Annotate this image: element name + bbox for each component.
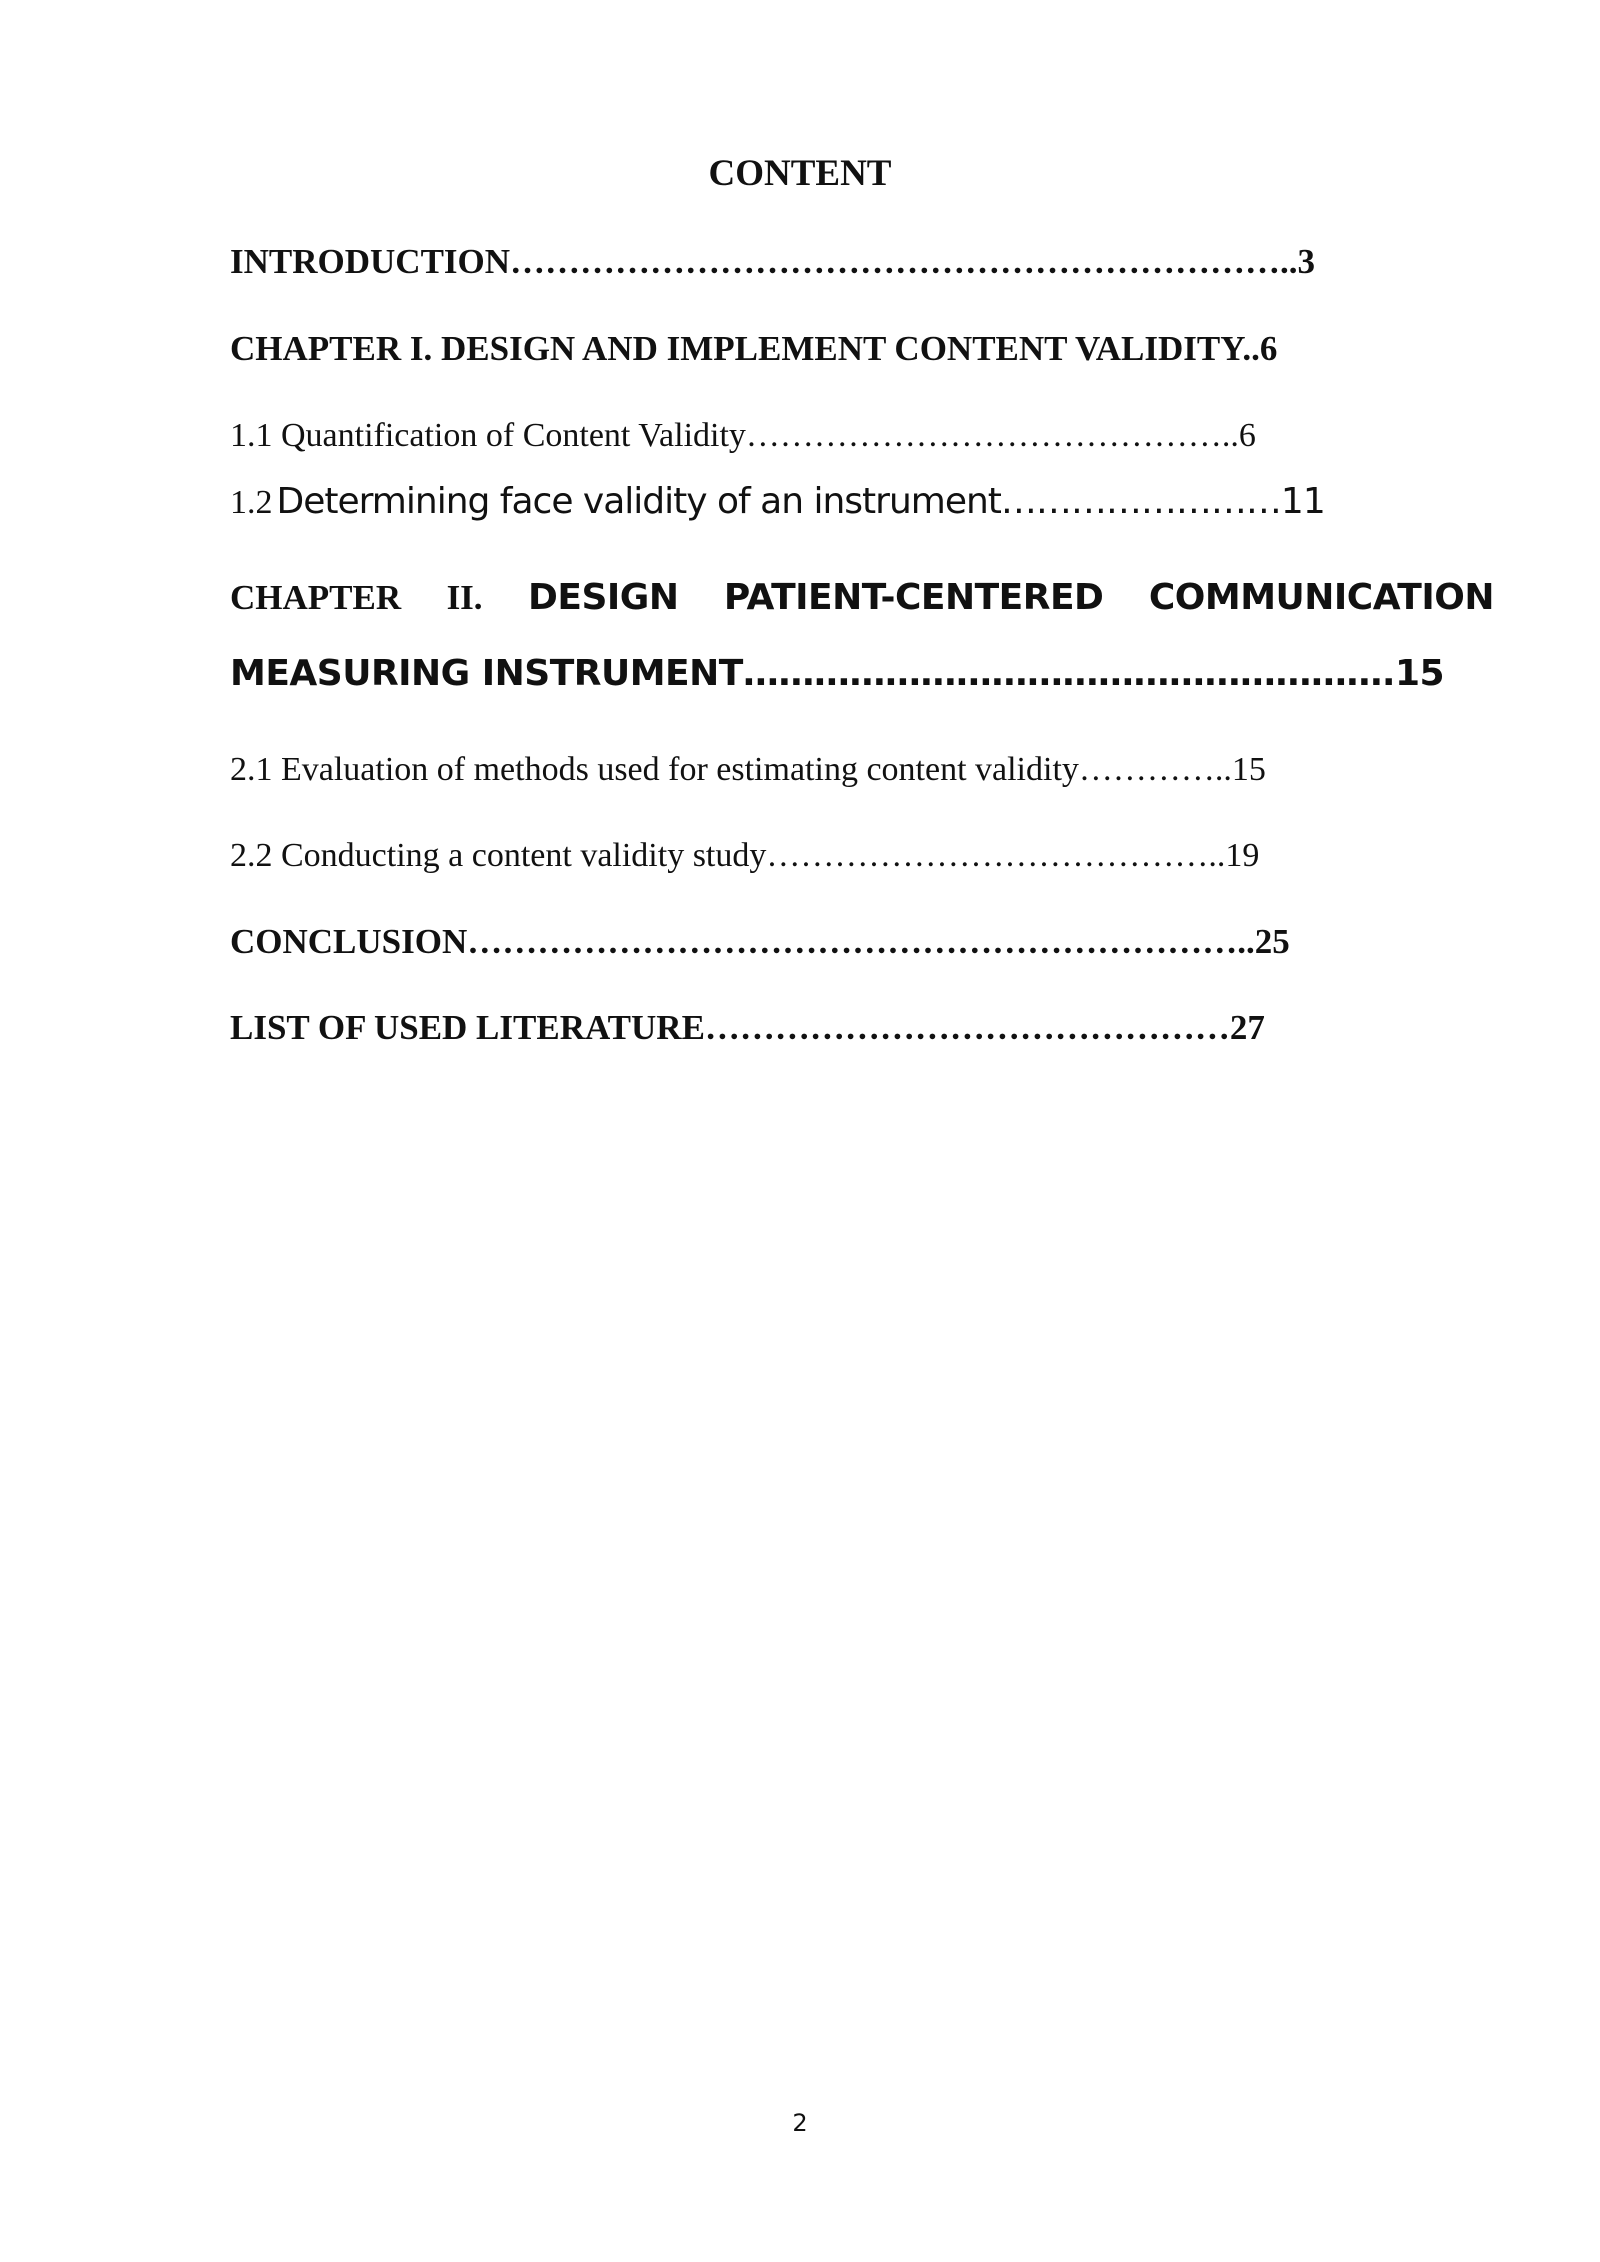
section-1-2-number: 1.2 [230,484,273,521]
toc-entry-section-2-2: 2.2 Conducting a content validity study…………………………………..19 [230,837,1260,874]
toc-entry-chapter-1: CHAPTER I. DESIGN AND IMPLEMENT CONTENT VALIDITY..6 [230,329,1278,368]
toc-entry-introduction: INTRODUCTION…………………………………………………………..3 [230,242,1316,281]
toc-entry-section-1-1: 1.1 Quantification of Content Validity……………………………………..6 [230,417,1256,454]
section-1-2-title: Determining face validity of an instrument……………………11 [276,481,1325,522]
chapter-2-word-design: DESIGN [528,577,679,618]
toc-entry-literature: LIST OF USED LITERATURE………………………………………27 [230,1008,1265,1047]
chapter-2-numeral: II. [446,578,483,617]
chapter-2-word-patient-centered: PATIENT-CENTERED [723,577,1104,618]
toc-entry-chapter-2-line-1 [230,574,1494,622]
chapter-2-word-communication: COMMUNICATION [1148,577,1494,618]
toc-entry-section-2-1: 2.1 Evaluation of methods used for estimating content validity…………..15 [230,751,1266,788]
toc-entry-chapter-2-line-2: MEASURING INSTRUMENT……………………………………………….15 [230,653,1445,694]
page-number: 2 [792,2109,808,2137]
toc-title: CONTENT [708,153,892,194]
toc-entry-conclusion: CONCLUSION…………………………………………………………..25 [230,922,1290,961]
toc-entry-section-1-2 [230,478,1325,533]
chapter-2-label: CHAPTER [230,578,402,617]
